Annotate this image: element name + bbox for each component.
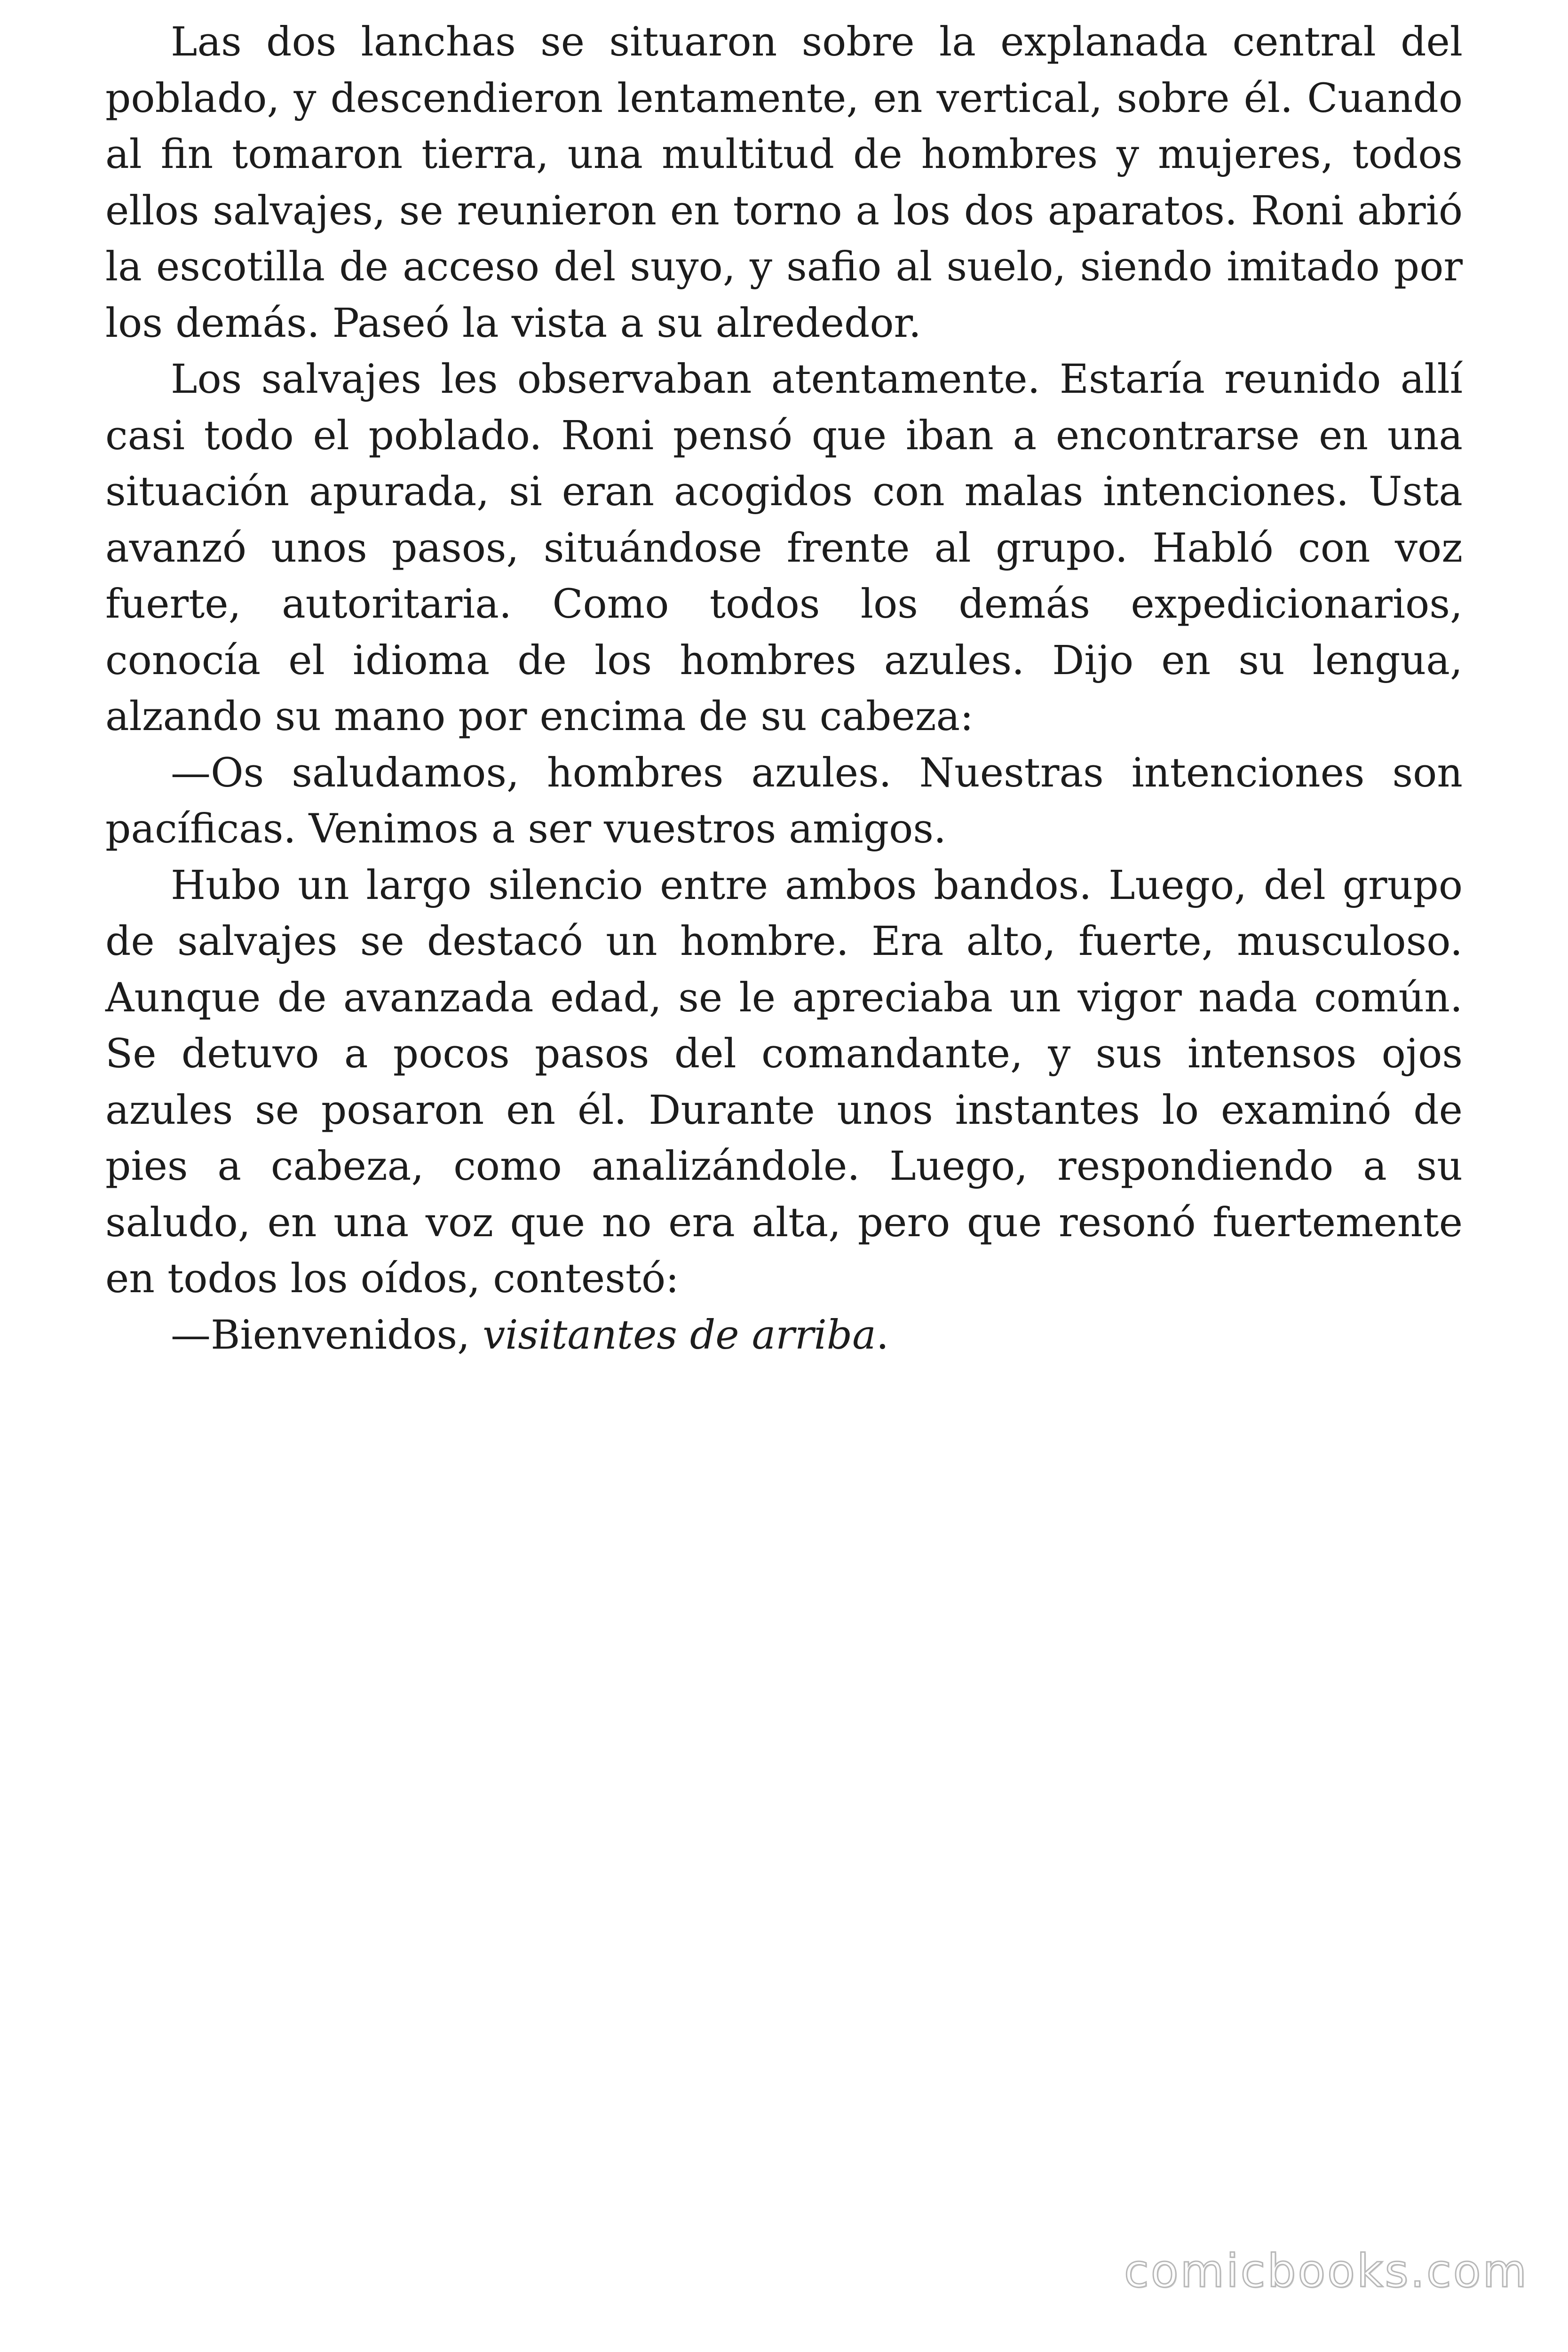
book-page-text (105, 14, 1463, 1363)
paragraph-landing: Las dos lanchas se situaron sobre la explanada central del poblado, y descendieron lentamente, en vertical, sobre él. Cuando al fin tomaron tierra, una multitud de hombres y mujeres, todos ellos salvajes, se reunieron en torno a los dos aparatos. Roni abrió la escotilla de acceso del suyo, y safio al suelo, siendo imitado por los demás. Paseó la vista a su alrededor. (105, 19, 1463, 347)
paragraph-elder-approaches: Hubo un largo silencio entre ambos bandos. Luego, del grupo de salvajes se destacó un hombre. Era alto, fuerte, musculoso. Aunque de avanzada edad, se le apreciaba un vigor nada común. Se detuvo a pocos pasos del comandante, y sus intensos ojos azules se posaron en él. Durante unos instantes lo examinó de pies a cabeza, como analizándole. Luego, respondiendo a su saludo, en una voz que no era alta, pero que resonó fuertemente en todos los oídos, contestó: (105, 862, 1463, 1302)
welcome-italic-text: visitantes de arriba (483, 1311, 876, 1359)
welcome-end-punctuation: . (876, 1311, 889, 1359)
paragraph-greeting-dialogue: —Os saludamos, hombres azules. Nuestras intenciones son pacíficas. Venimos a ser vuestros amigos. (105, 749, 1463, 852)
welcome-lead-text: —Bienvenidos, (171, 1311, 483, 1359)
paragraph-savages-observe: Los salvajes les observaban atentamente. Estaría reunido allí casi todo el poblado. Roni pensó que iban a encontrarse en una situación apurada, si eran acogidos con malas intenciones. Usta avanzó unos pasos, situándose frente al grupo. Habló con voz fuerte, autoritaria. Como todos los demás expedicionarios, conocía el idioma de los hombres azules. Dijo en su lengua, alzando su mano por encima de su cabeza: (105, 356, 1463, 740)
source-watermark: comicbooks.com (1124, 2245, 1528, 2297)
paragraph-welcome-dialogue (105, 1307, 1463, 1364)
